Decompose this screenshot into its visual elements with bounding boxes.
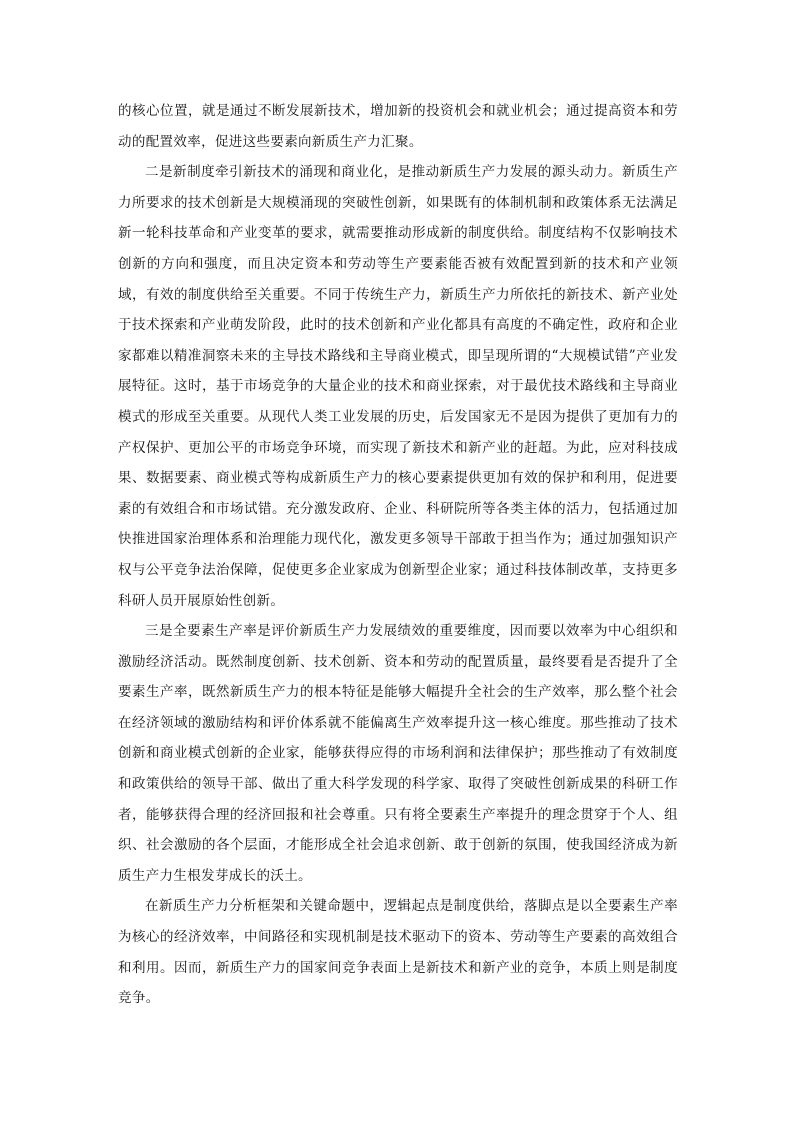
paragraph-continuation: 的核心位置，就是通过不断发展新技术，增加新的投资机会和就业机会；通过提高资本和劳动的配置效率，促进这些要素向新质生产力汇聚。 bbox=[118, 103, 678, 150]
document-body bbox=[118, 96, 678, 1014]
paragraph-new-institutions: 二是新制度牵引新技术的涌现和商业化，是推动新质生产力发展的源头动力。新质生产力所要求的技术创新是大规模涌现的突破性创新，如果既有的体制机制和政策体系无法满足新一轮科技革命和产业变革的要求，就需要推动形成新的制度供给。制度结构不仅影响技术创新的方向和强度，而且决定资本和劳动等生产要素能否被有效配置到新的技术和产业领域，有效的制度供给至关重要。不同于传统生产力，新质生产力所依托的新技术、新产业处于技术探索和产业萌发阶段，此时的技术创新和产业化都具有高度的不确定性，政府和企业家都难以精准洞察未来的主导技术路线和主导商业模式，即呈现所谓的“大规模试错”产业发展特征。这时，基于市场竞争的大量企业的技术和商业探索，对于最优技术路线和主导商业模式的形成至关重要。从现代人类工业发展的历史，后发国家无不是因为提供了更加有力的产权保护、更加公平的市场竞争环境，而实现了新技术和新产业的赶超。为此，应对科技成果、数据要素、商业模式等构成新质生产力的核心要素提供更加有效的保护和利用，促进要素的有效组合和市场试错。充分激发政府、企业、科研院所等各类主体的活力，包括通过加快推进国家治理体系和治理能力现代化，激发更多领导干部敢于担当作为；通过加强知识产权与公平竞争法治保障，促使更多企业家成为创新型企业家；通过科技体制改革，支持更多科研人员开展原始性创新。 bbox=[118, 164, 678, 609]
paragraph-conclusion: 在新质生产力分析框架和关键命题中，逻辑起点是制度供给，落脚点是以全要素生产率为核心的经济效率，中间路径和实现机制是技术驱动下的资本、劳动等生产要素的高效组合和利用。因而，新质生产力的国家间竞争表面上是新技术和新产业的竞争，本质上则是制度竞争。 bbox=[118, 898, 678, 1007]
paragraph-total-factor-productivity: 三是全要素生产率是评价新质生产力发展绩效的重要维度，因而要以效率为中心组织和激励经济活动。既然制度创新、技术创新、资本和劳动的配置质量，最终要看是否提升了全要素生产率，既然新质生产力的根本特征是能够大幅提升全社会的生产效率，那么整个社会在经济领域的激励结构和评价体系就不能偏离生产效率提升这一核心维度。那些推动了技术创新和商业模式创新的企业家，能够获得应得的市场利润和法律保护；那些推动了有效制度和政策供给的领导干部、做出了重大科学发现的科学家、取得了突破性创新成果的科研工作者，能够获得合理的经济回报和社会尊重。只有将全要素生产率提升的理念贯穿于个人、组织、社会激励的各个层面，才能形成全社会追求创新、敢于创新的氛围，使我国经济成为新质生产力生根发芽成长的沃土。 bbox=[118, 623, 678, 884]
